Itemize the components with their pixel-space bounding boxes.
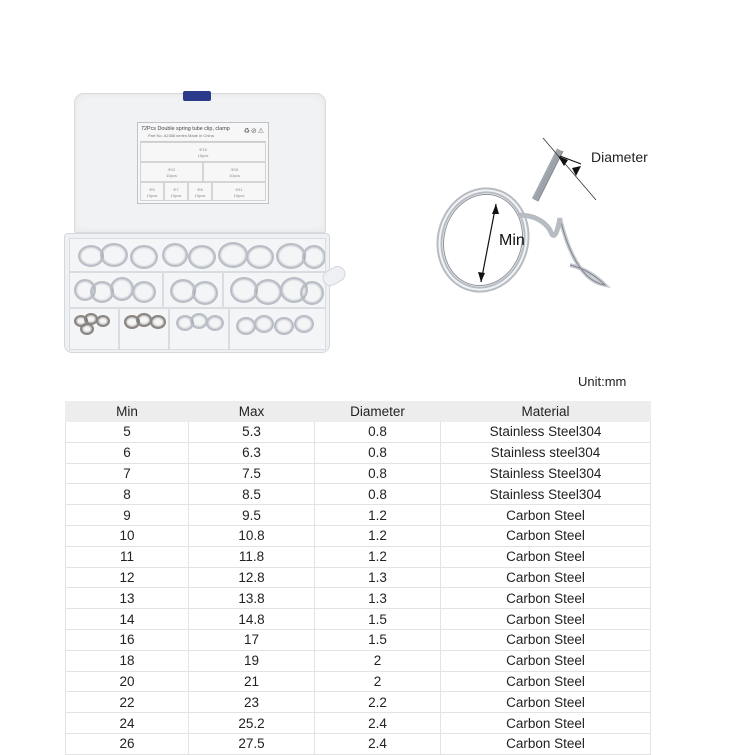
table-row bbox=[66, 463, 651, 484]
cell-diameter: 2 bbox=[315, 650, 441, 671]
box-latch bbox=[183, 91, 211, 101]
cell-max: 7.5 bbox=[189, 463, 315, 484]
cell-min: 20 bbox=[66, 671, 189, 692]
cell-min: 9 bbox=[66, 505, 189, 526]
cell-min: 24 bbox=[66, 713, 189, 734]
cell-material: Carbon Steel bbox=[441, 629, 651, 650]
label-cell: Φ16 10pcs bbox=[140, 142, 266, 162]
tray-compartment bbox=[69, 238, 326, 272]
tray-compartment bbox=[163, 272, 223, 308]
tray-compartment bbox=[69, 272, 163, 308]
cell-diameter: 1.2 bbox=[315, 525, 441, 546]
cell-material: Carbon Steel bbox=[441, 525, 651, 546]
cell-max: 5.3 bbox=[189, 422, 315, 443]
cell-min: 16 bbox=[66, 629, 189, 650]
cell-material: Carbon Steel bbox=[441, 588, 651, 609]
cell-min: 22 bbox=[66, 692, 189, 713]
box-label-subtitle: Part No. A2388 series Made in China bbox=[148, 133, 214, 138]
table-row bbox=[66, 505, 651, 526]
cell-material: Carbon Steel bbox=[441, 609, 651, 630]
cell-material: Carbon Steel bbox=[441, 733, 651, 754]
cell-material: Carbon Steel bbox=[441, 713, 651, 734]
cell-material: Carbon Steel bbox=[441, 505, 651, 526]
label-cell: Φ5 10pcs bbox=[140, 182, 164, 201]
cell-diameter: 1.5 bbox=[315, 629, 441, 650]
cell-min: 8 bbox=[66, 484, 189, 505]
table-header-row bbox=[66, 402, 651, 422]
label-grid bbox=[140, 141, 266, 201]
warning-icon: ⚠ bbox=[257, 128, 265, 135]
table-row bbox=[66, 484, 651, 505]
header-max: Max bbox=[189, 402, 315, 422]
cell-diameter: 1.3 bbox=[315, 588, 441, 609]
product-box-image bbox=[64, 93, 336, 353]
cell-max: 25.2 bbox=[189, 713, 315, 734]
tray-compartment bbox=[223, 272, 326, 308]
clip-diagram bbox=[400, 120, 700, 320]
cell-diameter: 2.4 bbox=[315, 713, 441, 734]
cell-diameter: 0.8 bbox=[315, 442, 441, 463]
table-row bbox=[66, 713, 651, 734]
cell-material: Carbon Steel bbox=[441, 692, 651, 713]
table-row bbox=[66, 546, 651, 567]
label-cell: Φ7 10pcs bbox=[164, 182, 188, 201]
cell-material: Stainless Steel304 bbox=[441, 463, 651, 484]
cell-material: Stainless Steel304 bbox=[441, 422, 651, 443]
diameter-label: Diameter bbox=[591, 149, 648, 165]
cell-diameter: 1.2 bbox=[315, 546, 441, 567]
tray-compartment bbox=[169, 308, 229, 350]
cell-max: 14.8 bbox=[189, 609, 315, 630]
label-cell: Φ15 10pcs bbox=[203, 162, 266, 182]
table-row bbox=[66, 525, 651, 546]
cell-diameter: 1.2 bbox=[315, 505, 441, 526]
cell-max: 12.8 bbox=[189, 567, 315, 588]
label-icons bbox=[244, 127, 265, 135]
cell-max: 23 bbox=[189, 692, 315, 713]
cell-max: 21 bbox=[189, 671, 315, 692]
cell-max: 11.8 bbox=[189, 546, 315, 567]
table-row bbox=[66, 442, 651, 463]
table-row bbox=[66, 671, 651, 692]
unit-label: Unit:mm bbox=[578, 374, 627, 389]
cell-min: 7 bbox=[66, 463, 189, 484]
cell-diameter: 2 bbox=[315, 671, 441, 692]
cell-min: 14 bbox=[66, 609, 189, 630]
box-label bbox=[137, 122, 269, 204]
cell-min: 11 bbox=[66, 546, 189, 567]
table-row bbox=[66, 609, 651, 630]
table-row bbox=[66, 692, 651, 713]
cell-diameter: 1.5 bbox=[315, 609, 441, 630]
cell-max: 19 bbox=[189, 650, 315, 671]
spec-table bbox=[65, 401, 651, 755]
cell-min: 13 bbox=[66, 588, 189, 609]
cell-max: 10.8 bbox=[189, 525, 315, 546]
box-tray bbox=[64, 233, 330, 353]
no-icon: ⊘ bbox=[250, 128, 258, 135]
cell-diameter: 0.8 bbox=[315, 422, 441, 443]
min-label: Min bbox=[499, 232, 525, 249]
label-cell: Φ12 10pcs bbox=[140, 162, 203, 182]
recycle-icon: ♻ bbox=[243, 128, 251, 135]
tray-compartment bbox=[119, 308, 169, 350]
table-row bbox=[66, 588, 651, 609]
cell-max: 9.5 bbox=[189, 505, 315, 526]
box-lid bbox=[74, 93, 326, 233]
cell-min: 12 bbox=[66, 567, 189, 588]
cell-diameter: 2.4 bbox=[315, 733, 441, 754]
tray-compartment bbox=[229, 308, 326, 350]
cell-min: 26 bbox=[66, 733, 189, 754]
cell-material: Carbon Steel bbox=[441, 671, 651, 692]
cell-diameter: 0.8 bbox=[315, 463, 441, 484]
header-material: Material bbox=[441, 402, 651, 422]
label-cell: Φ11 10pcs bbox=[212, 182, 266, 201]
header-min: Min bbox=[66, 402, 189, 422]
box-label-title: 72Pcs Double spring tube clip, clamp bbox=[141, 126, 230, 132]
tray-compartment bbox=[69, 308, 119, 350]
table-row bbox=[66, 650, 651, 671]
cell-material: Stainless Steel304 bbox=[441, 484, 651, 505]
table-row bbox=[66, 733, 651, 754]
cell-max: 27.5 bbox=[189, 733, 315, 754]
cell-material: Carbon Steel bbox=[441, 567, 651, 588]
cell-material: Stainless steel304 bbox=[441, 442, 651, 463]
cell-min: 5 bbox=[66, 422, 189, 443]
spring-clip-icon bbox=[400, 120, 700, 320]
cell-min: 6 bbox=[66, 442, 189, 463]
header-diameter: Diameter bbox=[315, 402, 441, 422]
table-row bbox=[66, 422, 651, 443]
cell-max: 6.3 bbox=[189, 442, 315, 463]
cell-material: Carbon Steel bbox=[441, 650, 651, 671]
cell-diameter: 2.2 bbox=[315, 692, 441, 713]
cell-diameter: 0.8 bbox=[315, 484, 441, 505]
cell-max: 8.5 bbox=[189, 484, 315, 505]
label-cell: Φ8 10pcs bbox=[188, 182, 212, 201]
cell-diameter: 1.3 bbox=[315, 567, 441, 588]
cell-min: 18 bbox=[66, 650, 189, 671]
cell-max: 17 bbox=[189, 629, 315, 650]
cell-material: Carbon Steel bbox=[441, 546, 651, 567]
cell-min: 10 bbox=[66, 525, 189, 546]
cell-max: 13.8 bbox=[189, 588, 315, 609]
table-row bbox=[66, 629, 651, 650]
table-row bbox=[66, 567, 651, 588]
